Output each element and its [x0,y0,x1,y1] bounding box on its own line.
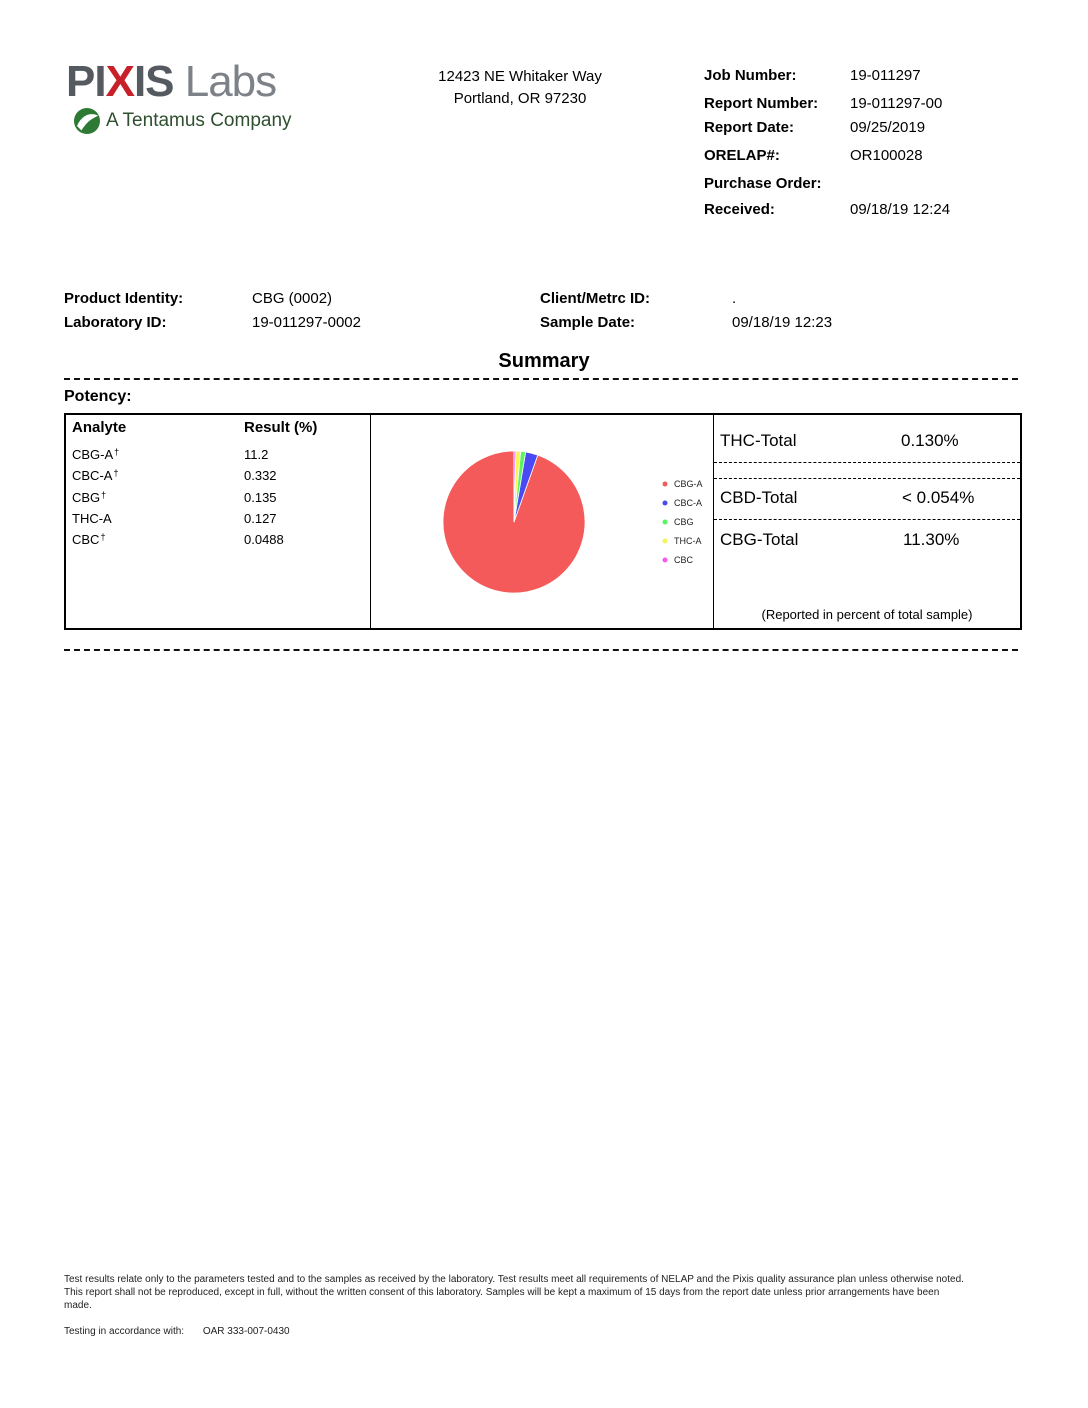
pixis-labs-logo [66,57,316,140]
logo-tagline-row [72,106,292,136]
thc-total-row [714,431,1022,471]
thc-total-value: 0.130% [901,431,959,450]
received-value: 09/18/19 12:24 [850,201,951,218]
client-id-value: . [732,290,737,307]
report-date-label: Report Date: [704,119,795,136]
legend-label: THC-A [674,536,702,546]
legend-label: CBG [674,517,694,527]
lab-address [410,66,630,110]
analyte-result: 11.2 [244,447,269,462]
testing-accordance-row [64,1326,290,1337]
received-label: Received: [704,201,775,218]
logo-wordmark: PIXIS Labs [66,57,277,106]
dashed-divider-bottom [64,649,1018,651]
footer-disclaimer: Test results relate only to the parameters tested and to the samples as received by the laboratory. Test results meet all requirements of NELAP and the Pixis quality assurance plan unless otherwise noted. This report shall not be reproduced, except in full, without the written consent of this laboratory. Samples will be kept a maximum of 15 days from the report date unless prior arrangements have been made. [64,1274,964,1311]
reported-note: (Reported in percent of total sample) [761,607,973,622]
potency-pie-chart [372,415,714,628]
totals-divider-3 [714,519,1020,520]
thc-total-label: THC-Total [720,431,797,450]
leaf-icon [72,106,102,136]
cbd-total-row [714,488,1022,528]
job-number-label: Job Number: [704,67,797,84]
sample-date-label: Sample Date: [540,314,636,331]
address-line-2: Portland, OR 97230 [453,90,587,107]
report-number-label: Report Number: [704,95,819,112]
analyte-name: CBC-A† [72,468,119,483]
purchase-order-label: Purchase Order: [704,175,822,192]
dagger-mark: † [100,532,106,542]
column-divider-1 [370,415,371,628]
orelap-label: ORELAP#: [704,147,780,164]
analyte-header: Analyte [72,419,127,436]
client-id-label: Client/Metrc ID: [540,290,651,307]
product-identity-value: CBG (0002) [252,290,333,307]
logo-tagline: A Tentamus Company [106,110,292,131]
legend-marker [663,501,668,506]
summary-title: Summary [498,350,590,372]
legend-marker [663,482,668,487]
analyte-name: THC-A [72,511,112,526]
analyte-result: 0.127 [244,511,277,526]
legend-marker [663,520,668,525]
legend-label: CBC [674,555,694,565]
totals-divider-1 [714,462,1020,463]
totals-divider-2 [714,478,1020,479]
cbg-total-row [714,530,1022,570]
cbd-total-value: < 0.054% [902,488,975,507]
analyte-result: 0.0488 [244,532,284,547]
job-number-value: 19-011297 [850,67,921,84]
legend-marker [663,558,668,563]
analyte-name: CBG-A† [72,447,120,462]
cbg-total-value: 11.30% [903,530,960,549]
dagger-mark: † [101,490,107,500]
report-number-value: 19-011297-00 [850,95,943,112]
legend-label: CBG-A [674,479,703,489]
legend-label: CBC-A [674,498,703,508]
cbd-total-label: CBD-Total [720,488,798,507]
address-line-1: 12423 NE Whitaker Way [438,68,602,85]
analyte-result: 0.135 [244,490,277,505]
laboratory-id-label: Laboratory ID: [64,314,167,331]
potency-label: Potency: [64,388,132,405]
sample-date-value: 09/18/19 12:23 [732,314,833,331]
dagger-mark: † [114,447,120,457]
testing-accordance-label: Testing in accordance with: [64,1326,185,1337]
report-date-value: 09/25/2019 [850,119,926,136]
laboratory-id-value: 19-011297-0002 [252,314,361,331]
analyte-name: CBC† [72,532,106,547]
dagger-mark: † [113,468,119,478]
legend-marker [663,539,668,544]
orelap-value: OR100028 [850,147,923,164]
testing-accordance-value: OAR 333-007-0430 [202,1326,290,1337]
dashed-divider-top [64,378,1018,380]
analyte-result: 0.332 [244,468,277,483]
potency-box [64,413,1022,630]
result-header: Result (%) [244,419,318,436]
cbg-total-label: CBG-Total [720,530,799,549]
product-identity-label: Product Identity: [64,290,184,307]
analyte-name: CBG† [72,490,107,505]
